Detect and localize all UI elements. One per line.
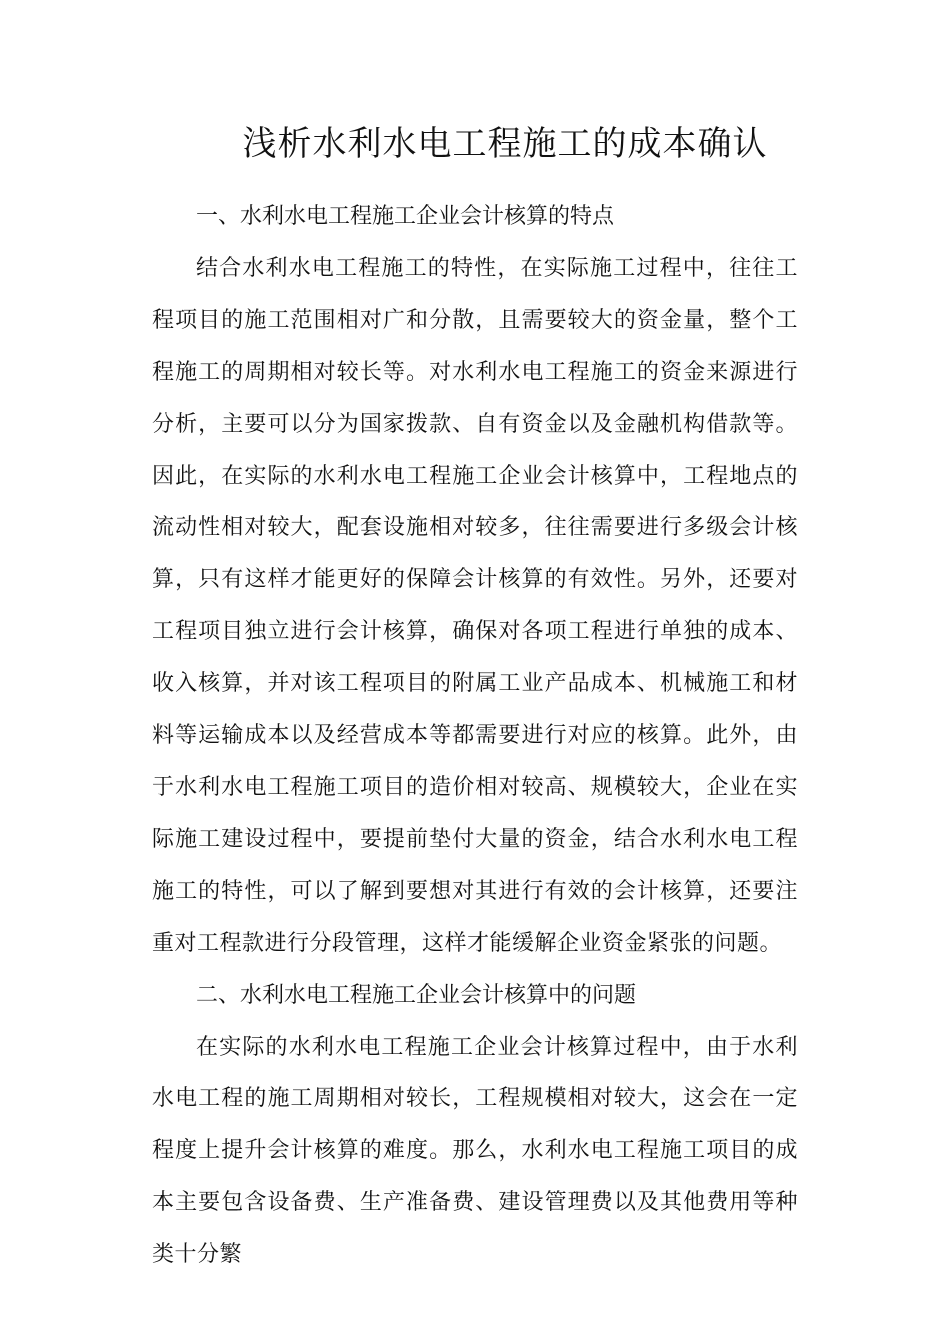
section-paragraph-2: 在实际的水利水电工程施工企业会计核算过程中，由于水利水电工程的施工周期相对较长，工程规模相对较大，这会在一定程度上提升会计核算的难度。那么，水利水电工程施工项目的成本主要包含设备费、生产准备费、建设管理费以及其他费用等种类十分繁 [152,1034,798,1268]
section-paragraph-1: 结合水利水电工程施工的特性，在实际施工过程中，往往工程项目的施工范围相对广和分散，且需要较大的资金量，整个工程施工的周期相对较长等。对水利水电工程施工的资金来源进行分析，主要可以分为国家拨款、自有资金以及金融机构借款等。因此，在实际的水利水电工程施工企业会计核算中，工程地点的流动性相对较大，配套设施相对较多，往往需要进行多级会计核算，只有这样才能更好的保障会计核算的有效性。另外，还要对工程项目独立进行会计核算，确保对各项工程进行单独的成本、收入核算，并对该工程项目的附属工业产品成本、机械施工和材料等运输成本以及经营成本等都需要进行对应的核算。此外，由于水利水电工程施工项目的造价相对较高、规模较大，企业在实际施工建设过程中，要提前垫付大量的资金，结合水利水电工程施工的特性，可以了解到要想对其进行有效的会计核算，还要注重对工程款进行分段管理，这样才能缓解企业资金紧张的问题。 [152,255,798,956]
section-heading-1: 一、水利水电工程施工企业会计核算的特点 [196,204,615,229]
section-heading-2: 二、水利水电工程施工企业会计核算中的问题 [196,982,637,1008]
document-body [152,191,798,1281]
document-title: 浅析水利水电工程施工的成本确认 [242,124,768,164]
